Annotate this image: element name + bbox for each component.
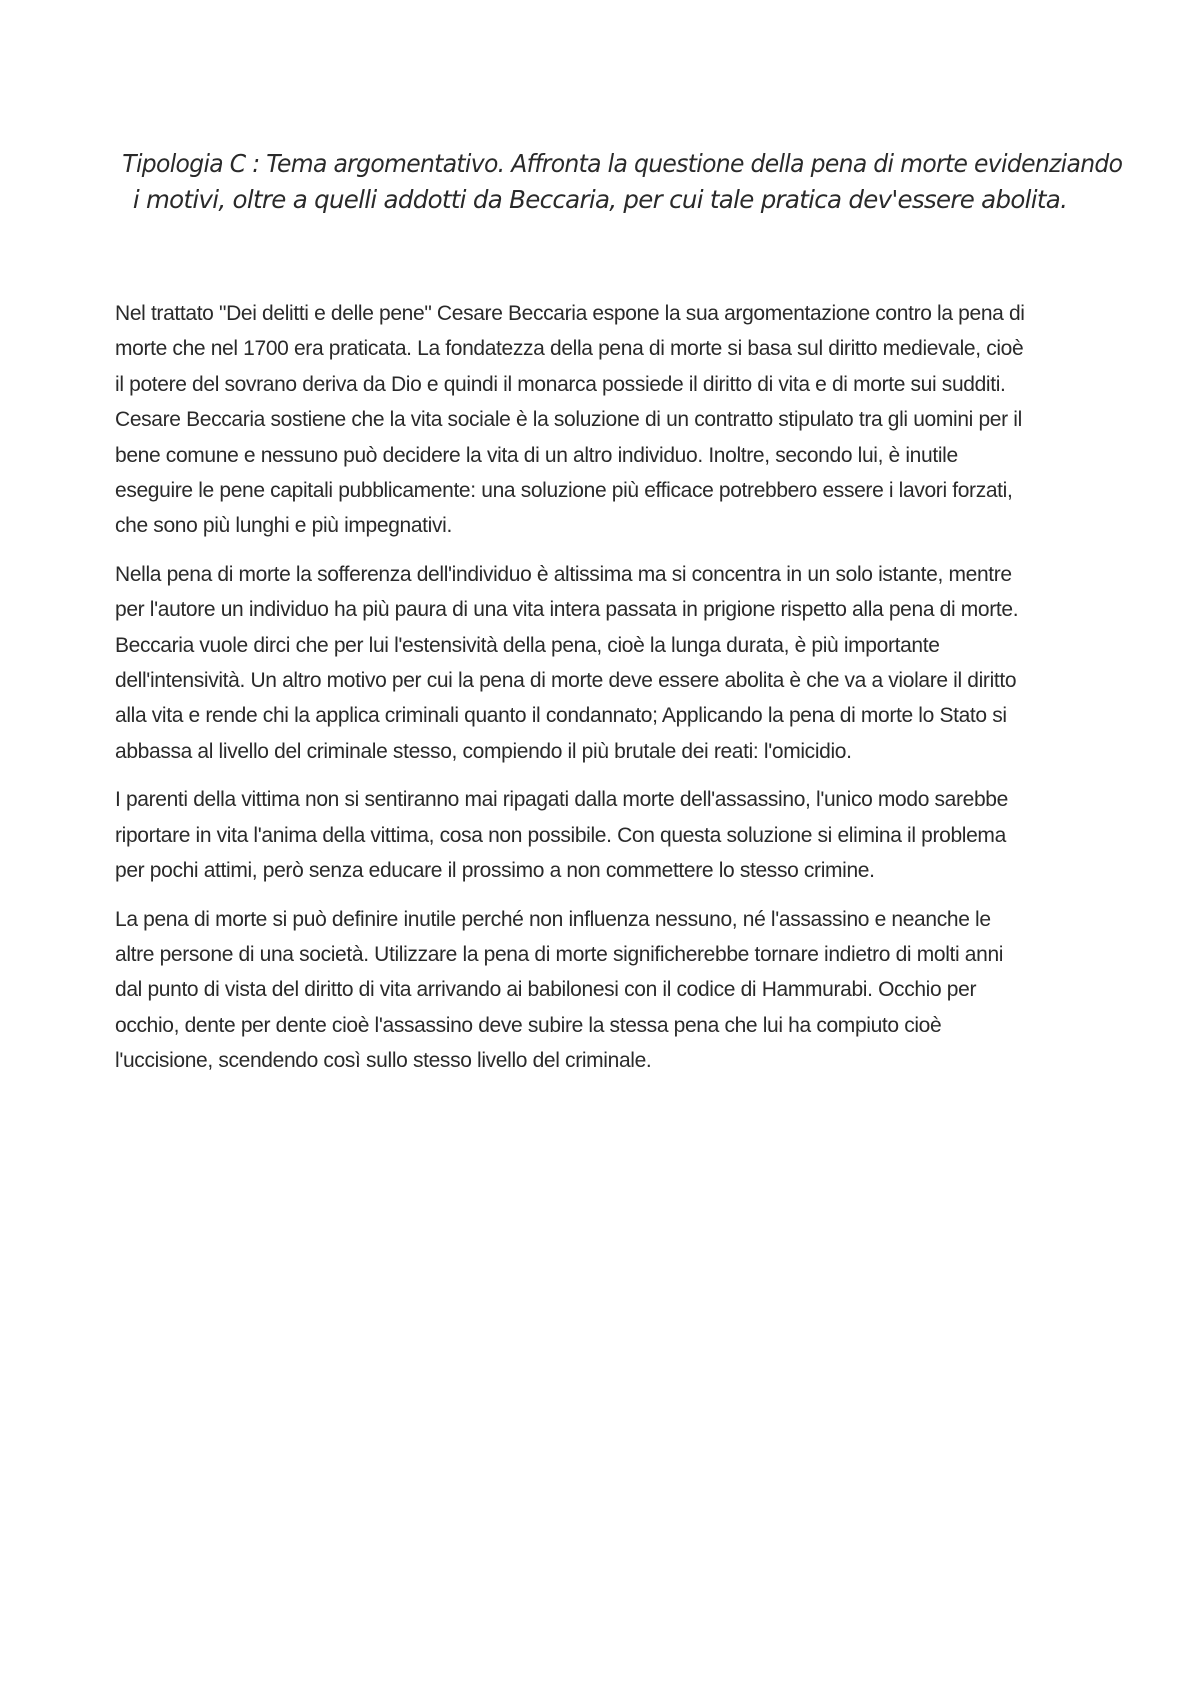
paragraph-line: Cesare Beccaria sostiene che la vita sociale è la soluzione di un contratto stipulato tra gli uomini per il [115, 408, 1022, 432]
paragraph-line: La pena di morte si può definire inutile perché non influenza nessuno, né l'assassino e neanche le [115, 907, 991, 931]
paragraph-2 [115, 557, 1095, 769]
paragraph-line: morte che nel 1700 era praticata. La fondatezza della pena di morte si basa sul diritto medievale, cioè [115, 337, 1024, 361]
paragraph-1 [115, 296, 1095, 544]
paragraph-line: bene comune e nessuno può decidere la vita di un altro individuo. Inoltre, secondo lui, è inutile [115, 443, 958, 467]
paragraph-3 [115, 782, 1095, 888]
title-line-2: i motivi, oltre a quelli addotti da Beccaria, per cui tale pratica dev'essere abolita. [132, 185, 1068, 214]
paragraph-line: altre persone di una società. Utilizzare la pena di morte significherebbe tornare indietro di molti anni [115, 942, 1004, 966]
paragraph-line: Nel trattato "Dei delitti e delle pene" Cesare Beccaria espone la sua argomentazione contro la pena di [115, 302, 1025, 325]
paragraph-line: I parenti della vittima non si sentiranno mai ripagati dalla morte dell'assassino, l'unico modo sarebbe [115, 788, 1008, 812]
essay-prompt-title [100, 146, 1123, 218]
title-line-1: Tipologia C : Tema argomentativo. Affronta la questione della pena di morte evidenziando [122, 149, 1123, 178]
paragraph-line: dal punto di vista del diritto di vita arrivando ai babilonesi con il codice di Hammurabi. Occhio per [115, 978, 977, 1002]
paragraph-line: il potere del sovrano deriva da Dio e quindi il monarca possiede il diritto di vita e di morte sui sudditi. [115, 372, 1006, 396]
paragraph-line: per l'autore un individuo ha più paura di una vita intera passata in prigione rispetto alla pena di morte. [115, 598, 1019, 622]
paragraph-line: riportare in vita l'anima della vittima, cosa non possibile. Con questa soluzione si elimina il problema [115, 823, 1006, 847]
paragraph-line: eseguire le pene capitali pubblicamente: una soluzione più efficace potrebbero essere i lavori forzati, [115, 479, 1013, 503]
paragraph-line: occhio, dente per dente cioè l'assassino deve subire la stessa pena che lui ha compiuto cioè [115, 1013, 942, 1037]
paragraph-line: Nella pena di morte la sofferenza dell'individuo è altissima ma si concentra in un solo istante, mentre [115, 562, 1012, 586]
paragraph-line: l'uccisione, scendendo così sullo stesso livello del criminale. [115, 1049, 652, 1073]
essay-body [115, 296, 1095, 1092]
paragraph-line: che sono più lunghi e più impegnativi. [115, 514, 452, 538]
paragraph-line: Beccaria vuole dirci che per lui l'estensività della pena, cioè la lunga durata, è più importante [115, 633, 940, 657]
paragraph-line: per pochi attimi, però senza educare il prossimo a non commettere lo stesso crimine. [115, 859, 875, 883]
paragraph-line: dell'intensività. Un altro motivo per cui la pena di morte deve essere abolita è che va a violare il diritto [115, 669, 1017, 693]
paragraph-line: abbassa al livello del criminale stesso, compiendo il più brutale dei reati: l'omicidio. [115, 739, 852, 763]
paragraph-4 [115, 902, 1095, 1079]
paragraph-line: alla vita e rende chi la applica criminali quanto il condannato; Applicando la pena di morte lo Stato si [115, 704, 1007, 728]
